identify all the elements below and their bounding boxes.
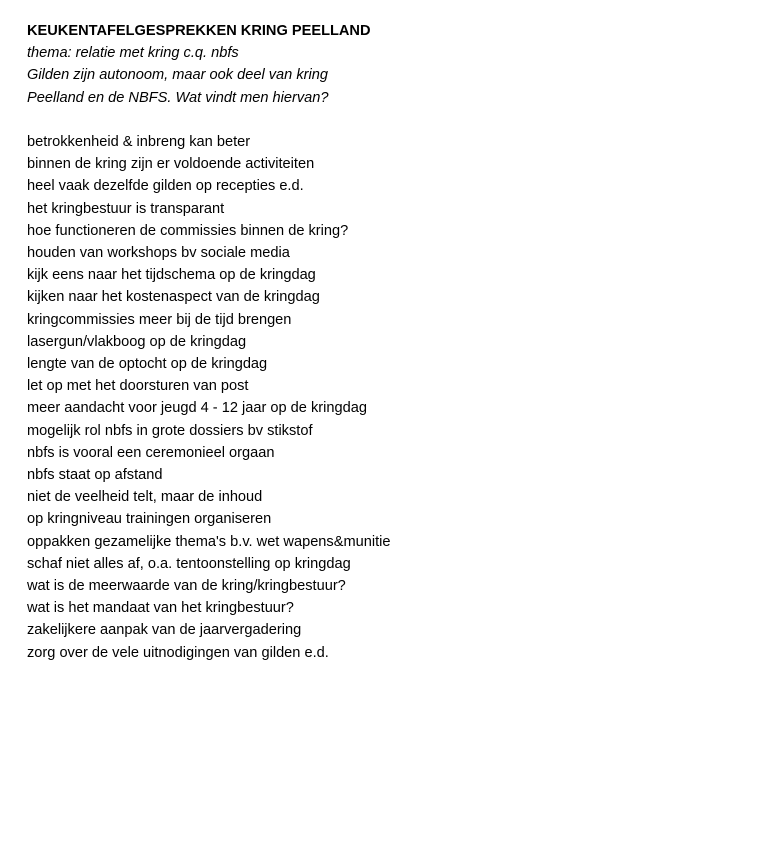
list-item: schaf niet alles af, o.a. tentoonstelling op kringdag (27, 555, 351, 572)
list-item: meer aandacht voor jeugd 4 - 12 jaar op de kringdag (27, 400, 367, 417)
item-list (27, 131, 747, 664)
document (27, 20, 747, 664)
subtitle-line: Gilden zijn autonoom, maar ook deel van kring (27, 67, 328, 84)
list-item: betrokkenheid & inbreng kan beter (27, 134, 251, 150)
list-item: wat is de meerwaarde van de kring/kringbestuur? (27, 578, 346, 595)
list-item: heel vaak dezelfde gilden op recepties e.d. (27, 178, 304, 195)
list-item: kijk eens naar het tijdschema op de kringdag (27, 267, 316, 284)
list-item: houden van workshops bv sociale media (27, 245, 290, 262)
list-item: niet de veelheid telt, maar de inhoud (27, 489, 263, 506)
list-item: hoe functioneren de commissies binnen de kring? (27, 222, 349, 239)
blank-line (27, 109, 747, 131)
list-item: nbfs is vooral een ceremonieel orgaan (27, 444, 275, 461)
list-item: wat is het mandaat van het kringbestuur? (27, 600, 294, 617)
list-item: lasergun/vlakboog op de kringdag (27, 333, 247, 350)
list-item: mogelijk rol nbfs in grote dossiers bv stikstof (27, 422, 313, 439)
subtitle-line: thema: relatie met kring c.q. nbfs (27, 45, 239, 62)
list-item: kijken naar het kostenaspect van de kringdag (27, 289, 320, 306)
list-item: zakelijkere aanpak van de jaarvergadering (27, 622, 302, 639)
list-item: let op met het doorsturen van post (27, 378, 249, 395)
list-item: oppakken gezamelijke thema's b.v. wet wapens&munitie (27, 533, 391, 550)
list-item: nbfs staat op afstand (27, 467, 163, 484)
list-item: zorg over de vele uitnodigingen van gilden e.d. (27, 644, 329, 661)
list-item: op kringniveau trainingen organiseren (27, 511, 272, 528)
list-item: kringcommissies meer bij de tijd brengen (27, 311, 292, 328)
list-item: binnen de kring zijn er voldoende activiteiten (27, 156, 315, 173)
subtitle-line: Peelland en de NBFS. Wat vindt men hiervan? (27, 89, 329, 106)
document-title: KEUKENTAFELGESPREKKEN KRING PEELLAND (27, 23, 371, 39)
list-item: lengte van de optocht op de kringdag (27, 356, 268, 373)
list-item: het kringbestuur is transparant (27, 200, 225, 217)
